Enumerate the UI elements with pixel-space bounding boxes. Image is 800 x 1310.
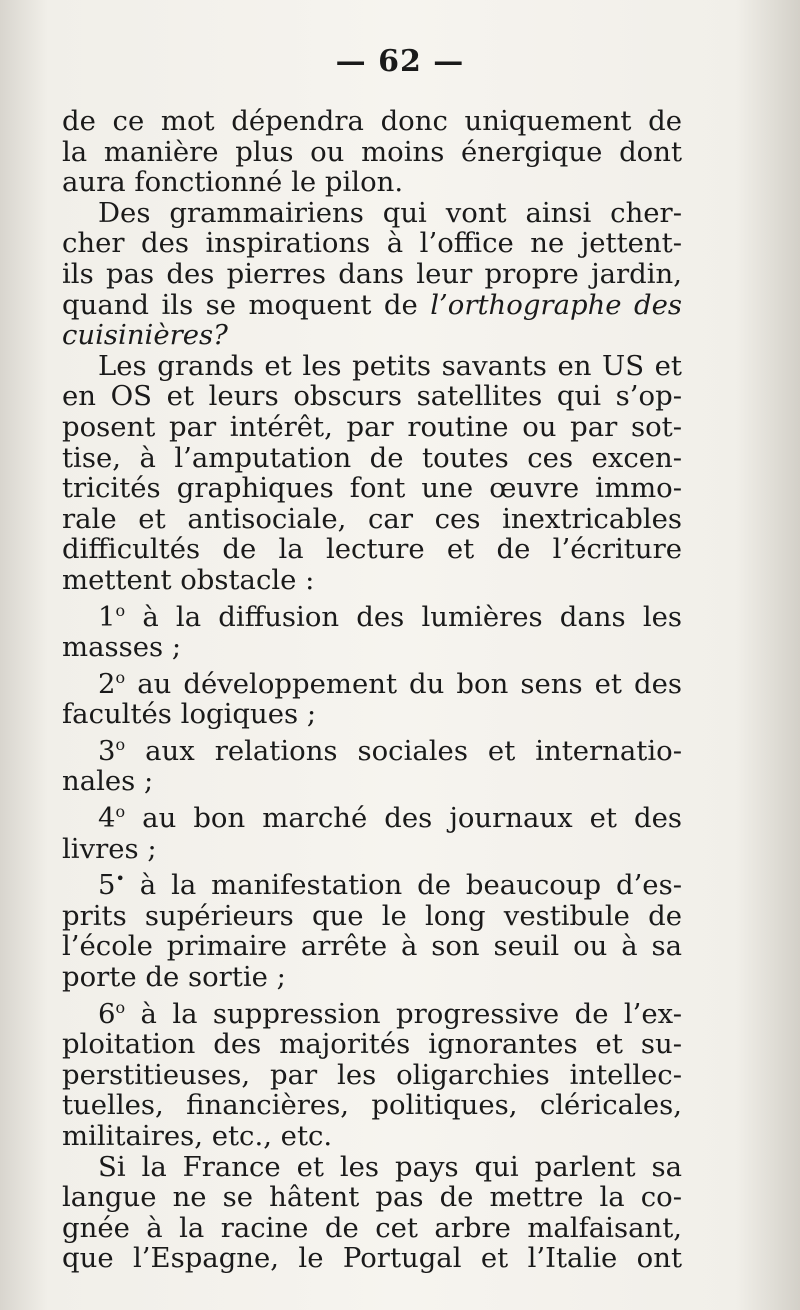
- line-text: à la manifestation de beaucoup d’es-: [124, 869, 682, 902]
- line-text: tricités graphiques font une œuvre immo-: [62, 472, 682, 505]
- text-line: [62, 198, 682, 229]
- text-line: [62, 1213, 682, 1244]
- list-number: 3: [98, 734, 116, 767]
- body-text: [62, 106, 682, 1274]
- text-line: [62, 1029, 682, 1060]
- line-text: l’école primaire arrête à son seuil ou à sa: [62, 930, 682, 963]
- text-line: [62, 797, 682, 834]
- line-text: ploitation des majorités ignorantes et su-: [62, 1028, 682, 1061]
- text-line: [62, 412, 682, 443]
- line-text: que l’Espagne, le Portugal et l’Italie ont: [62, 1242, 682, 1275]
- line-text: en OS et leurs obscurs satellites qui s’op-: [62, 380, 682, 413]
- text-line: [62, 834, 682, 865]
- text-line: [62, 596, 682, 633]
- text-line: [62, 1152, 682, 1183]
- line-text: porte de sortie ;: [62, 961, 286, 994]
- text-line: [62, 167, 682, 198]
- text-line: [62, 534, 682, 565]
- text-line: [62, 1243, 682, 1274]
- text-line: [62, 931, 682, 962]
- text-line: [62, 320, 682, 351]
- line-text: au développement du bon sens et des: [125, 667, 682, 700]
- line-text: à la suppression progressive de l’ex-: [125, 997, 682, 1030]
- text-line: [62, 632, 682, 663]
- line-text: tuelles, financières, politiques, cléricales,: [62, 1089, 682, 1122]
- line-text: de ce mot dépendra donc uniquement de: [62, 105, 682, 137]
- line-text: facultés logiques ;: [62, 698, 317, 731]
- line-text: livres ;: [62, 832, 157, 865]
- list-number: 1: [98, 600, 116, 633]
- text-line: [62, 565, 682, 596]
- line-text: cher des inspirations à l’office ne jettent-: [62, 227, 682, 260]
- text-line: [62, 137, 682, 168]
- italic-text: cuisinières?: [62, 319, 228, 352]
- text-line: [62, 730, 682, 767]
- line-text: rale et antisociale, car ces inextricables: [62, 502, 682, 535]
- line-text: masses ;: [62, 631, 182, 664]
- line-text: nales ;: [62, 765, 154, 798]
- text-line: [62, 1060, 682, 1091]
- line-text: mettent obstacle :: [62, 563, 315, 596]
- text-line: [62, 699, 682, 730]
- list-number: 4: [98, 802, 116, 835]
- page-number: — 62 —: [335, 44, 465, 79]
- line-text: aura fonctionné le pilon.: [62, 166, 404, 199]
- text-line: [62, 766, 682, 797]
- line-text: posent par intérêt, par routine ou par sot-: [62, 410, 682, 443]
- text-line: [62, 663, 682, 700]
- line-text: Les grands et les petits savants en US et: [98, 349, 682, 382]
- list-number: 2: [98, 667, 116, 700]
- line-text: Si la France et les pays qui parlent sa: [98, 1150, 682, 1183]
- text-line: [62, 351, 682, 382]
- list-number: 5: [98, 869, 116, 902]
- line-text: au bon marché des journaux et des: [125, 802, 682, 835]
- text-line: [62, 1182, 682, 1213]
- line-text: aux relations sociales et internatio-: [125, 734, 682, 767]
- italic-text: l’orthographe des: [430, 288, 683, 321]
- list-number-superscript: o: [115, 802, 126, 822]
- list-number-superscript: o: [115, 600, 126, 620]
- line-text: Des grammairiens qui vont ainsi cher-: [98, 196, 682, 229]
- list-number: 6: [98, 997, 116, 1030]
- text-line: [62, 962, 682, 993]
- text-line: [62, 1121, 682, 1152]
- line-text: perstitieuses, par les oligarchies intellec-: [62, 1058, 682, 1091]
- text-line: [62, 259, 682, 290]
- line-text: tise, à l’amputation de toutes ces excen-: [62, 441, 682, 474]
- text-line: [62, 864, 682, 901]
- list-number-superscript: o: [115, 734, 126, 754]
- line-text: militaires, etc., etc.: [62, 1120, 333, 1152]
- text-line: [62, 290, 682, 321]
- text-line: [62, 228, 682, 259]
- text-line: [62, 106, 682, 137]
- line-text: ils pas des pierres dans leur propre jardin,: [62, 257, 682, 290]
- line-text: difficultés de la lecture et de l’écriture: [62, 533, 682, 566]
- line-text: prits supérieurs que le long vestibule de: [62, 899, 682, 932]
- list-number-superscript: o: [115, 997, 126, 1017]
- list-number-superscript: o: [115, 667, 126, 687]
- text-line: [62, 473, 682, 504]
- line-text: quand ils se moquent de: [62, 288, 431, 321]
- text-line: [62, 504, 682, 535]
- line-text: la manière plus ou moins énergique dont: [62, 135, 682, 168]
- list-number-superscript: •: [115, 869, 125, 889]
- text-line: [62, 993, 682, 1030]
- line-text: langue ne se hâtent pas de mettre la co-: [62, 1181, 682, 1214]
- line-text: à la diffusion des lumières dans les: [125, 600, 682, 633]
- text-line: [62, 443, 682, 474]
- text-line: [62, 901, 682, 932]
- line-text: gnée à la racine de cet arbre malfaisant,: [62, 1211, 682, 1244]
- text-line: [62, 1090, 682, 1121]
- text-line: [62, 381, 682, 412]
